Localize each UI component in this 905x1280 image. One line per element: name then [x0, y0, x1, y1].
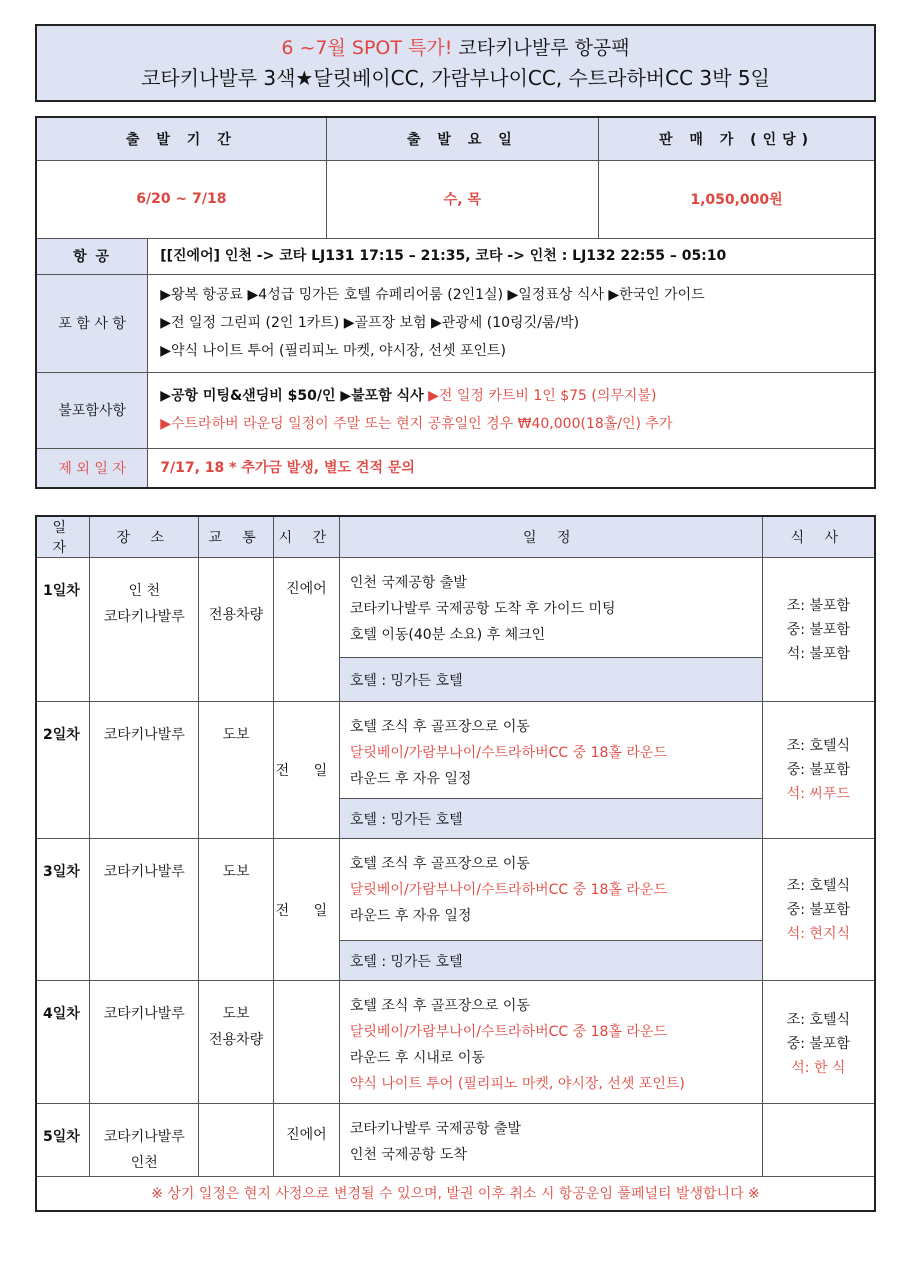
excluded-label: 불포함사항 — [36, 372, 148, 448]
excluded-line-red: ▶전 일정 카트비 1인 $75 (의무지불) — [423, 388, 657, 404]
place: 코타키나발루 — [90, 702, 199, 839]
plan-line: 인천 국제공항 도착 — [349, 1147, 467, 1163]
plan-line: 호텔 조식 후 골프장으로 이동 — [349, 998, 530, 1014]
meal-line: 조: 호텔식 — [786, 877, 850, 894]
place-line: 인천 — [130, 1155, 158, 1171]
meal-line-dinner: 석: 씨푸드 — [786, 786, 850, 802]
meal-line-dinner: 석: 현지식 — [786, 925, 850, 942]
day-label: 5일차 — [36, 1104, 90, 1177]
hotel: 호텔 : 밍가든 호텔 — [339, 658, 762, 702]
title-line-1 — [281, 33, 629, 63]
exclusion-dates: 7/17, 18 * 추가금 발생, 별도 견적 문의 — [148, 448, 875, 488]
time: 전 일 — [273, 702, 339, 839]
schedule-row-day5 — [36, 1104, 875, 1177]
plan — [339, 981, 762, 1104]
place-line: 인 천 — [128, 583, 161, 599]
plan — [339, 702, 762, 799]
day-label: 3일차 — [36, 839, 90, 981]
day-label: 2일차 — [36, 702, 90, 839]
plan — [339, 558, 762, 658]
plan-line-golf: 달릿베이/가람부나이/수트라하버CC 중 18홀 라운드 — [349, 1024, 667, 1040]
header-days: 출 발 요 일 — [326, 117, 598, 160]
departure-days: 수, 목 — [326, 160, 598, 238]
meal-line: 조: 호텔식 — [786, 1012, 850, 1028]
schedule-row-day3 — [36, 839, 875, 941]
sale-price: 1,050,000원 — [599, 160, 875, 238]
plan-line: 라운드 후 자유 일정 — [349, 771, 472, 787]
transport: 도보 — [199, 702, 274, 839]
header-time: 시 간 — [273, 516, 339, 558]
place-line: 코타키나발루 — [103, 609, 185, 625]
transport: 전용차량 — [199, 558, 274, 702]
transport-line: 전용차량 — [209, 1032, 264, 1048]
meals — [762, 702, 875, 839]
header-place: 장 소 — [90, 516, 199, 558]
excluded-surcharge: ▶수트라하버 라운딩 일정이 주말 또는 현지 공휴일인 경우 ₩40,000(18홀/인) 추가 — [160, 416, 673, 432]
flight-info: [[진에어] 인천 -> 코타 LJ131 17:15 – 21:35, 코타 -> 인천 : LJ132 22:55 – 05:10 — [148, 238, 875, 274]
schedule-table — [35, 515, 876, 1212]
place — [90, 558, 199, 702]
meal-line: 석: 불포함 — [786, 645, 850, 662]
header-period: 출 발 기 간 — [36, 117, 326, 160]
plan-line: 인천 국제공항 출발 — [349, 575, 467, 591]
included-line: ▶전 일정 그린피 (2인 1카트) ▶골프장 보험 ▶관광세 (10링깃/룸/박) — [160, 315, 580, 331]
plan-line: 라운드 후 자유 일정 — [349, 908, 472, 924]
time: 진에어 — [273, 558, 339, 702]
meals — [762, 1104, 875, 1177]
place: 코타키나발루 — [90, 981, 199, 1104]
meals — [762, 981, 875, 1104]
plan — [339, 839, 762, 941]
excluded-line-black: ▶공항 미팅&샌딩비 $50/인 ▶불포함 식사 — [160, 388, 424, 404]
plan-line-night-tour: 약식 나이트 투어 (필리피노 마켓, 야시장, 선셋 포인트) — [349, 1076, 685, 1092]
plan — [339, 1104, 762, 1177]
header-day: 일 자 — [36, 516, 90, 558]
plan-line: 호텔 이동(40분 소요) 후 체크인 — [349, 627, 546, 643]
plan-line: 호텔 조식 후 골프장으로 이동 — [349, 719, 530, 735]
header-transport: 교 통 — [199, 516, 274, 558]
place — [90, 1104, 199, 1177]
day-label: 4일차 — [36, 981, 90, 1104]
title-box — [35, 24, 876, 102]
schedule-row-day1 — [36, 558, 875, 658]
time — [273, 981, 339, 1104]
meal-line: 중: 불포함 — [786, 762, 850, 778]
meal-line: 중: 불포함 — [786, 1036, 850, 1052]
plan-line: 코타키나발루 국제공항 도착 후 가이드 미팅 — [349, 601, 616, 617]
header-price: 판 매 가 (인당) — [599, 117, 875, 160]
meal-line: 조: 호텔식 — [786, 738, 850, 754]
plan-line-golf: 달릿베이/가람부나이/수트라하버CC 중 18홀 라운드 — [349, 745, 667, 761]
time: 진에어 — [273, 1104, 339, 1177]
meal-line: 조: 불포함 — [786, 597, 850, 614]
schedule-row-day4 — [36, 981, 875, 1104]
transport: 도보 — [199, 839, 274, 981]
plan-line-golf: 달릿베이/가람부나이/수트라하버CC 중 18홀 라운드 — [349, 882, 667, 898]
place-line: 코타키나발루 — [103, 1129, 185, 1145]
meal-line: 중: 불포함 — [786, 901, 850, 918]
schedule-row-day2 — [36, 702, 875, 799]
time: 전 일 — [273, 839, 339, 981]
included-label: 포 함 사 항 — [36, 274, 148, 372]
day-label: 1일차 — [36, 558, 90, 702]
transport — [199, 1104, 274, 1177]
hotel: 호텔 : 밍가든 호텔 — [339, 799, 762, 839]
title-product: 코타키나발루 항공팩 — [452, 37, 630, 59]
info-table — [35, 116, 876, 489]
excluded-items — [148, 372, 875, 448]
place: 코타키나발루 — [90, 839, 199, 981]
included-line: ▶약식 나이트 투어 (필리피노 마켓, 야시장, 선셋 포인트) — [160, 343, 506, 359]
exclusion-label: 제 외 일 자 — [36, 448, 148, 488]
transport — [199, 981, 274, 1104]
meal-line: 중: 불포함 — [786, 621, 850, 638]
title-line-2: 코타키나발루 3색★달릿베이CC, 가람부나이CC, 수트라하버CC 3박 5일 — [141, 66, 770, 90]
included-items — [148, 274, 875, 372]
departure-period: 6/20 ~ 7/18 — [36, 160, 326, 238]
header-plan: 일 정 — [339, 516, 762, 558]
header-meals: 식 사 — [762, 516, 875, 558]
meal-line-dinner: 석: 한 식 — [791, 1060, 846, 1076]
meals — [762, 558, 875, 702]
included-line: ▶왕복 항공료 ▶4성급 밍가든 호텔 슈페리어룸 (2인1실) ▶일정표상 식사 ▶한국인 가이드 — [160, 287, 705, 303]
title-promo: 6 ~7월 SPOT 특가! — [281, 37, 453, 59]
flight-label: 항 공 — [36, 238, 148, 274]
plan-line: 호텔 조식 후 골프장으로 이동 — [349, 856, 530, 872]
plan-line: 코타키나발루 국제공항 출발 — [349, 1121, 522, 1137]
plan-line: 라운드 후 시내로 이동 — [349, 1050, 485, 1066]
hotel: 호텔 : 밍가든 호텔 — [339, 941, 762, 981]
schedule-footnote: ※ 상기 일정은 현지 사정으로 변경될 수 있으며, 발권 이후 취소 시 항공운임 풀페널티 발생합니다 ※ — [36, 1177, 875, 1211]
meals — [762, 839, 875, 981]
transport-line: 도보 — [222, 1006, 250, 1022]
